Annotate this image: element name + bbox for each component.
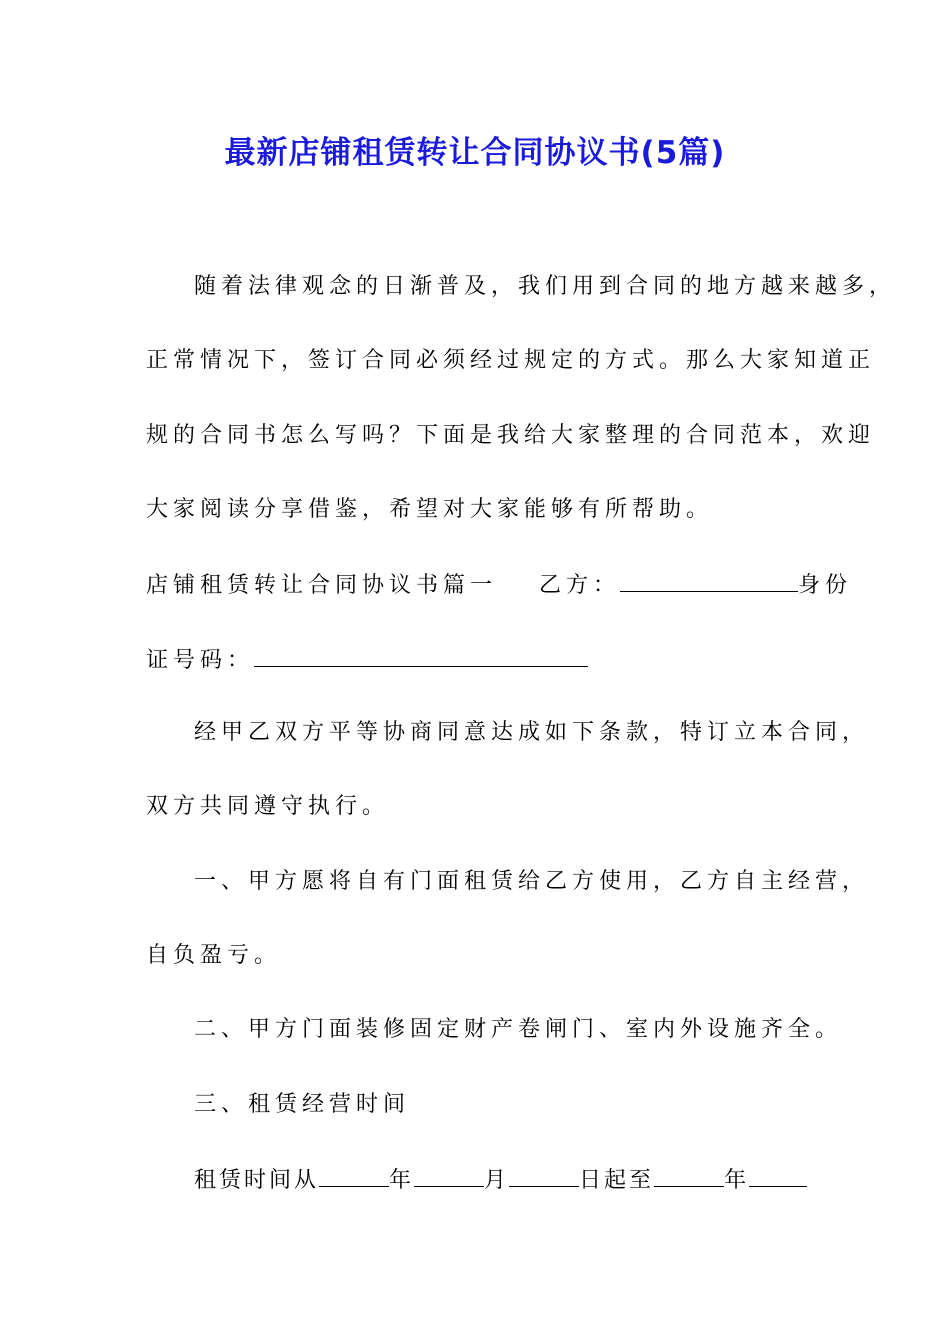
- intro-paragraph-line: 大家阅读分享借鉴，希望对大家能够有所帮助。: [146, 497, 714, 522]
- clause-1-line: 一、甲方愿将自有门面租赁给乙方使用，乙方自主经营，: [194, 869, 870, 894]
- id-number-blank: [254, 644, 588, 667]
- clause-3-heading: 三、租赁经营时间: [194, 1092, 411, 1117]
- id-label-part1: 身份: [798, 573, 853, 598]
- agreement-line: 双方共同遵守执行。: [146, 794, 390, 819]
- intro-paragraph-line: 正常情况下，签订合同必须经过规定的方式。那么大家知道正: [146, 348, 876, 373]
- end-year-blank: [654, 1164, 724, 1187]
- year-label-2: 年: [724, 1168, 750, 1193]
- month-label: 月: [484, 1168, 510, 1193]
- party-b-blank: [620, 569, 798, 592]
- id-number-line: [146, 644, 588, 676]
- start-month-blank: [414, 1164, 484, 1187]
- day-from-label: 日起至: [579, 1168, 655, 1193]
- end-month-blank: [749, 1164, 807, 1187]
- id-label-part2: 证号码：: [146, 648, 255, 673]
- clause-1-line: 自负盈亏。: [146, 943, 282, 968]
- year-label: 年: [389, 1168, 415, 1193]
- party-b-label: 乙方：: [539, 573, 621, 598]
- lease-term-line: [194, 1164, 807, 1196]
- start-day-blank: [509, 1164, 579, 1187]
- clause-2: 二、甲方门面装修固定财产卷闸门、室内外设施齐全。: [194, 1017, 843, 1042]
- start-year-blank: [319, 1164, 389, 1187]
- section-heading: 店铺租赁转让合同协议书篇一: [146, 573, 498, 598]
- intro-paragraph-line: 随着法律观念的日渐普及，我们用到合同的地方越来越多，: [194, 274, 897, 299]
- agreement-line: 经甲乙双方平等协商同意达成如下条款，特订立本合同，: [194, 720, 870, 745]
- document-title: 最新店铺租赁转让合同协议书(5篇): [224, 135, 726, 171]
- section-heading-line: [146, 569, 852, 601]
- term-prefix: 租赁时间从: [194, 1168, 320, 1193]
- intro-paragraph-line: 规的合同书怎么写吗？下面是我给大家整理的合同范本，欢迎: [146, 423, 876, 448]
